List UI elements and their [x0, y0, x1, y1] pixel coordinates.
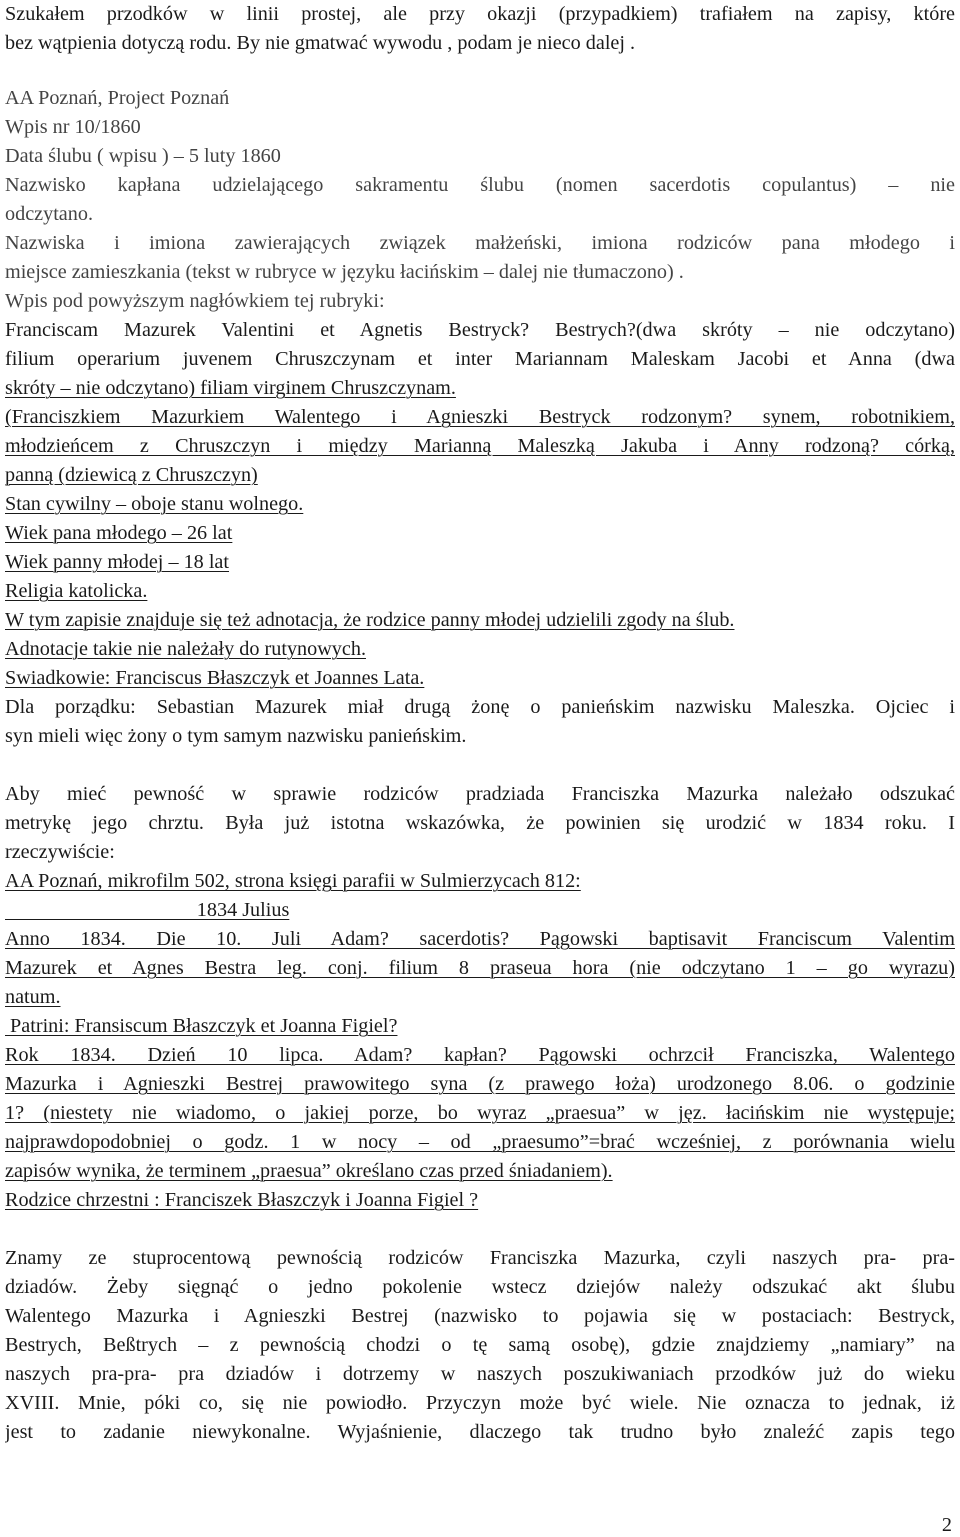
text-line: panną (dziewicą z Chruszczyn)	[5, 464, 258, 486]
text-line: odczytano.	[5, 203, 94, 225]
text-line: Aby mieć pewność w sprawie rodziców pradziada Franciszka Mazurka należało odszukać	[5, 783, 955, 805]
text-line: Wpis pod powyższym nagłówkiem tej rubryki:	[5, 290, 385, 312]
text-line: młodzieńcem z Chruszczyn i między Marianną Maleszką Jakuba i Anny rodzoną? córką,	[5, 435, 955, 457]
text-line: jest to zadanie niewykonalne. Wyjaśnienie, dlaczego tak trudno było znaleźć zapis tego	[5, 1421, 955, 1443]
text-line: rzeczywiście:	[5, 841, 115, 863]
text-line: Adnotacje takie nie należały do rutynowych.	[5, 638, 366, 660]
text-line: (Franciszkiem Mazurkiem Walentego i Agnieszki Bestryck rodzonym? synem, robotnikiem,	[5, 406, 955, 428]
text-line: Data ślubu ( wpisu ) – 5 luty 1860	[5, 145, 281, 167]
text-line: filium operarium juvenem Chruszczynam et inter Mariannam Maleskam Jacobi et Anna (dwa	[5, 348, 955, 370]
text-line: Szukałem przodków w linii prostej, ale przy okazji (przypadkiem) trafiałem na zapisy, które	[5, 3, 955, 25]
text-line: metrykę jego chrztu. Była już istotna wskazówka, że powinien się urodzić w 1834 roku. I	[5, 812, 955, 834]
text-line: najprawdopodobniej o godz. 1 w nocy – od „praesumo”=brać wcześniej, z porównania wielu	[5, 1131, 955, 1153]
text-line: Znamy ze stuprocentową pewnością rodziców Franciszka Mazurka, czyli naszych pra- pra-	[5, 1247, 955, 1269]
text-line: Wpis nr 10/1860	[5, 116, 141, 138]
text-line: natum.	[5, 986, 61, 1008]
text-line: miejsce zamieszkania (tekst w rubryce w języku łacińskim – dalej nie tłumaczono) .	[5, 261, 684, 283]
text-line: XVIII. Mnie, póki co, się nie powiodło. Przyczyn może być wiele. Nie oznacza to jednak, iż	[5, 1392, 955, 1414]
text-line: Anno 1834. Die 10. Juli Adam? sacerdotis? Pągowski baptisavit Franciscum Valentim	[5, 928, 955, 950]
text-line: bez wątpienia dotyczą rodu. By nie gmatwać wywodu , podam je nieco dalej .	[5, 32, 636, 54]
text-line: skróty – nie odczytano) filiam virginem Chruszczynam.	[5, 377, 456, 399]
text-line: AA Poznań, Project Poznań	[5, 87, 230, 109]
text-line: Mazurek et Agnes Bestra leg. conj. filium 8 praseua hora (nie odczytano 1 – go wyrazu)	[5, 957, 955, 979]
text-line: Nazwiska i imiona zawierających związek małżeński, imiona rodziców pana młodego i	[5, 232, 955, 254]
text-line: Rok 1834. Dzień 10 lipca. Adam? kapłan? Pągowski ochrzcił Franciszka, Walentego	[5, 1044, 955, 1066]
page-number: 2	[941, 1514, 952, 1536]
text-line: Franciscam Mazurek Valentini et Agnetis Bestryck? Bestrych?(dwa skróty – nie odczytano)	[5, 319, 955, 341]
text-line: W tym zapisie znajduje się też adnotacja, że rodzice panny młodej udzielili zgody na ślub.	[5, 609, 735, 631]
text-line: Wiek pana młodego – 26 lat	[5, 522, 233, 544]
text-line: Patrini: Fransiscum Błaszczyk et Joanna Figiel?	[5, 1015, 398, 1037]
text-line: Stan cywilny – oboje stanu wolnego.	[5, 493, 304, 515]
text-line: Walentego Mazurka i Agnieszki Bestrej (nazwisko to pojawia się w postaciach: Bestryck,	[5, 1305, 955, 1327]
text-line: 1? (niestety nie wiadomo, o jakiej porze, bo wyraz „praesua” w jęz. łacińskim nie występuje;	[5, 1102, 955, 1124]
text-line: zapisów wynika, że terminem „praesua” określano czas przed śniadaniem).	[5, 1160, 613, 1182]
text-line: naszych pra-pra- pra dziadów i dotrzemy w naszych poszukiwaniach przodków już do wieku	[5, 1363, 955, 1385]
text-line: Swiadkowie: Franciscus Błaszczyk et Joannes Lata.	[5, 667, 425, 689]
text-line: Religia katolicka.	[5, 580, 148, 602]
text-line: Rodzice chrzestni : Franciszek Błaszczyk i Joanna Figiel ?	[5, 1189, 479, 1211]
text-line: Mazurka i Agnieszki Bestrej prawowitego syna (z prawego łoża) urodzonego 8.06. o godzinie	[5, 1073, 955, 1095]
text-line: AA Poznań, mikrofilm 502, strona księgi parafii w Sulmierzycach 812:	[5, 870, 581, 892]
text-line: Nazwisko kapłana udzielającego sakramentu ślubu (nomen sacerdotis copulantus) – nie	[5, 174, 955, 196]
text-line: syn mieli więc żony o tym samym nazwisku panieńskim.	[5, 725, 467, 747]
text-line: Dla porządku: Sebastian Mazurek miał drugą żonę o panieńskim nazwisku Maleszka. Ojciec i	[5, 696, 955, 718]
text-line: dziadów. Żeby sięgnąć o jedno pokolenie wstecz dziejów należy odszukać akt ślubu	[5, 1276, 955, 1298]
text-line: Bestrych, Beßtrych – z pewnością chodzi o tę samą osobę), gdzie znajdziemy „namiary” na	[5, 1334, 955, 1356]
text-line: 1834 Julius	[5, 899, 290, 921]
text-line: Wiek panny młodej – 18 lat	[5, 551, 230, 573]
